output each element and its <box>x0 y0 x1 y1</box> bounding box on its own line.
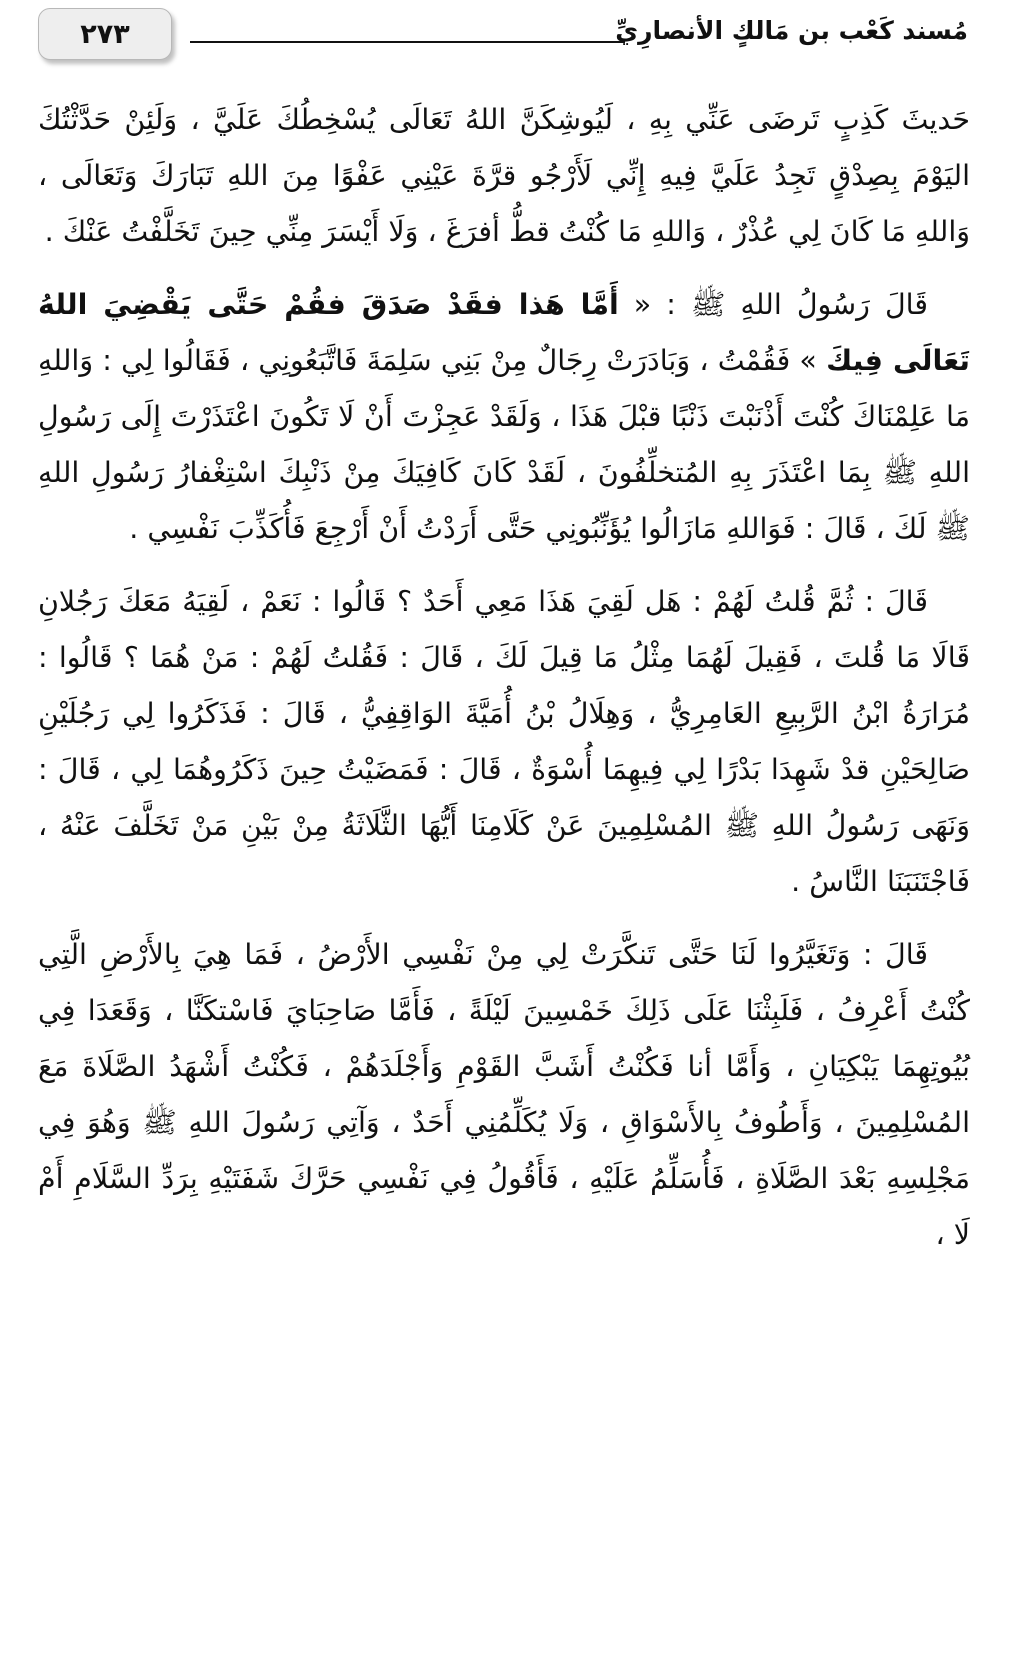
page-number: ٢٧٣ <box>80 18 130 50</box>
paragraph-2-lead: قَالَ رَسُولُ اللهِ ﷺ : « <box>618 288 928 321</box>
paragraph-1: حَديثَ كَذِبٍ تَرضَى عَنِّي بِهِ ، لَيُوشِكَنَّ اللهُ تَعَالَى يُسْخِطُكَ عَلَيَّ ، وَلَئِنْ حَدَّثْتُكَ اليَوْمَ بِصِدْقٍ تَجِدُ عَلَيَّ فِيهِ إِنِّي لَأَرْجُو قرَّةَ عَيْنِي عَفْوًا مِنَ اللهِ تَبَارَكَ وَتَعَالَى ، وَاللهِ مَا كَانَ لِي عُذْرٌ ، وَاللهِ مَا كُنْتُ قطُّ أفرَغَ ، وَلَا أَيْسَرَ مِنِّي حِينَ تَخَلَّفْتُ عَنْكَ . <box>38 103 970 248</box>
running-title: مُسند كَعْب بن مَالكٍ الأنصارِيِّ <box>615 16 968 45</box>
page-number-tab <box>38 8 172 60</box>
body-text <box>38 92 970 1280</box>
paragraph-4: قَالَ : وَتَغَيَّرُوا لَنَا حَتَّى تَنكَّرَتْ لِي مِنْ نَفْسِي الأَرْضُ ، فَمَا هِيَ بِالأَرْضِ الَّتِي كُنْتُ أَعْرِفُ ، فَلَبِثْنَا عَلَى ذَلِكَ خَمْسِينَ لَيْلَةً ، فَأَمَّا صَاحِبَايَ فَاسْتكَنَّا ، وَقَعَدَا فِي بُيُوتِهِمَا يَبْكِيَانِ ، وَأَمَّا أنا فَكُنْتُ أَشَبَّ القَوْمِ وَأَجْلَدَهُمْ ، فَكُنْتُ أَشْهَدُ الصَّلَاةَ مَعَ المُسْلِمِينَ ، وَأَطُوفُ بِالأَسْوَاقِ ، وَلَا يُكَلِّمُنِي أَحَدٌ ، وَآتِي رَسُولَ اللهِ ﷺ وَهُوَ فِي مَجْلِسِهِ بَعْدَ الصَّلَاةِ ، فَأُسَلِّمُ عَلَيْهِ ، فَأَقُولُ فِي نَفْسِي حَرَّكَ شَفَتَيْهِ بِرَدِّ السَّلَامِ أَمْ لَا ، <box>38 938 970 1251</box>
paragraph-2-rest: » فَقُمْتُ ، وَبَادَرَتْ رِجَالٌ مِنْ بَنِي سَلِمَةَ فَاتَّبَعُونِي ، فَقَالُوا لِي : وَاللهِ مَا عَلِمْنَاكَ كُنْتَ أَذْنَبْتَ ذَنْبًا قبْلَ هَذَا ، وَلَقَدْ عَجِزْتَ أَنْ لَا تَكُونَ اعْتَذَرْتَ إِلَى رَسُولِ اللهِ ﷺ بِمَا اعْتَذَرَ بِهِ المُتخلِّفُونَ ، لَقَدْ كَانَ كَافِيَكَ مِنْ ذَنْبِكَ اسْتِغْفارُ رَسُولِ اللهِ ﷺ لَكَ ، قَالَ : فَوَاللهِ مَازَالُوا يُؤَنِّبُونِي حَتَّى أَرَدْتُ أَنْ أَرْجِعَ فَأُكَذِّبَ نَفْسِي . <box>38 344 970 545</box>
header-rule <box>190 41 625 43</box>
page-header <box>38 8 968 63</box>
paragraph-3: قَالَ : ثُمَّ قُلتُ لَهُمْ : هَل لَقِيَ هَذَا مَعِي أَحَدٌ ؟ قَالُوا : نَعَمْ ، لَقِيَهُ مَعَكَ رَجُلانِ قَالَا مَا قُلتَ ، فَقِيلَ لَهُمَا مِثْلُ مَا قِيلَ لَكَ ، قَالَ : فَقُلتُ لَهُمْ : مَنْ هُمَا ؟ قَالُوا : مُرَارَةُ ابْنُ الرَّبِيعِ العَامِرِيُّ ، وَهِلَالُ بْنُ أُمَيَّةَ الوَاقِفِيُّ ، قَالَ : فَذَكَرُوا لِي رَجُلَيْنِ صَالِحَيْنِ قدْ شَهِدَا بَدْرًا لِي فِيهِمَا أُسْوَةٌ ، قَالَ : فَمَضَيْتُ حِينَ ذَكَرُوهُمَا لِي ، قَالَ : وَنَهَى رَسُولُ اللهِ ﷺ المُسْلِمِينَ عَنْ كَلَامِنَا أَيُّهَا الثَّلَاثَةُ مِنْ بَيْنِ مَنْ تَخَلَّفَ عَنْهُ ، فَاجْتَنَبَنَا النَّاسُ . <box>38 585 970 898</box>
prophet-quote: أَمَّا هَذا فقَدْ صَدَقَ فقُمْ حَتَّى يَقْضِيَ اللهُ تَعَالَى فِيكَ <box>38 288 971 377</box>
paragraph-2 <box>38 277 970 557</box>
